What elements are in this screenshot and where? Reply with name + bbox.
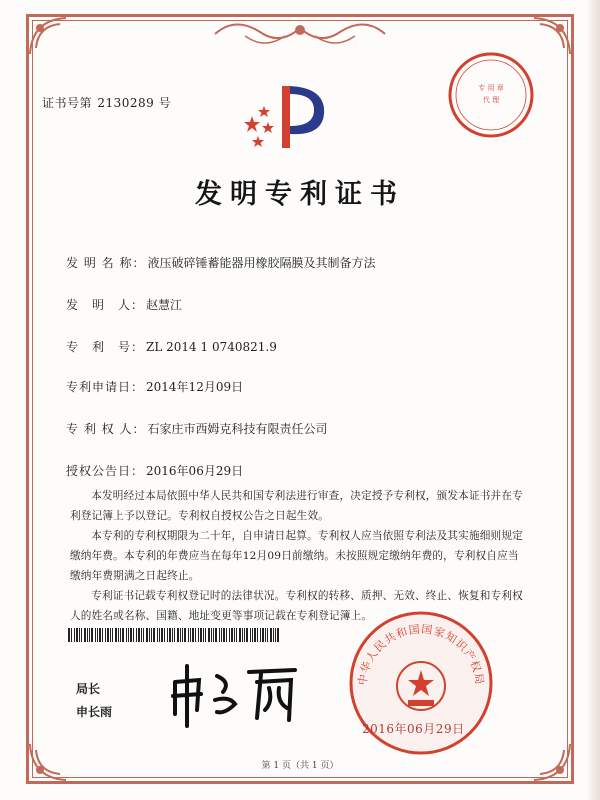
certificate-number-label: 证书号第 (42, 96, 93, 110)
body-paragraph-3: 专利证书记载专利权登记时的法律状况。专利权的转移、质押、无效、终止、恢复和专利权人的姓名或名称、国籍、地址变更等事项记载在专利登记簿上。 (70, 590, 523, 622)
field-invention-name (66, 254, 375, 271)
certificate-number-suffix: 号 (158, 96, 172, 110)
svg-text:代 理: 代 理 (482, 96, 500, 104)
field-value: ZL 2014 1 0740821.9 (146, 340, 277, 354)
page-edge-shadow (586, 0, 600, 800)
field-label: 专 利 权 人： (66, 422, 146, 436)
seal-arc-text: 中华人民共和国国家知识产权局 (355, 622, 487, 687)
svg-text:专 用 章: 专 用 章 (478, 84, 504, 92)
body-paragraph-1: 本发明经过本局依照中华人民共和国专利法进行审查，决定授予专利权，颁发本证书并在专利登记簿上予以登记。专利权自授权公告之日起生效。 (70, 490, 523, 522)
field-inventor (66, 296, 182, 313)
patent-office-logo (244, 78, 328, 150)
field-label: 发 明 名 称： (66, 256, 146, 270)
top-ornament (205, 14, 395, 54)
field-label: 发 明 人： (66, 298, 145, 312)
issue-date: 2016年06月29日 (362, 722, 465, 736)
corner-ornament-top-left (26, 14, 86, 74)
field-label: 授权公告日： (66, 464, 145, 478)
field-value: 2014年12月09日 (146, 380, 244, 394)
certificate-number (42, 94, 171, 111)
corner-ornament-bottom-right (514, 724, 574, 784)
certificate-body (70, 486, 524, 626)
agency-seal (446, 50, 536, 140)
director-name: 申长雨 (76, 705, 113, 719)
director-title: 局长 (76, 682, 101, 696)
field-label: 专 利 号： (66, 340, 145, 354)
corner-ornament-bottom-left (26, 724, 86, 784)
field-patentee (66, 420, 327, 437)
field-value: 液压破碎锤蓄能器用橡胶隔膜及其制备方法 (147, 256, 376, 270)
page-number: 第 1 页（共 1 页） (261, 761, 339, 771)
field-label: 专利申请日： (66, 380, 145, 394)
field-value: 2016年06月29日 (146, 464, 244, 478)
field-grant-date (66, 462, 243, 479)
barcode (68, 628, 283, 642)
certificate-number-value: 2130289 (97, 96, 155, 110)
body-paragraph-2: 本专利的专利权期限为二十年，自申请日起算。专利权人应当依照专利法及其实施细则规定缴纳年费。本专利的年费应当在每年12月09日前缴纳。未按照规定缴纳年费的，专利权自应当缴纳年费期满之日起终止。 (70, 530, 523, 582)
certificate-title: 发明专利证书 (195, 179, 405, 210)
field-application-date (66, 378, 243, 395)
field-patent-number (66, 338, 277, 355)
director-signature (165, 652, 305, 730)
field-value: 石家庄市西姆克科技有限责任公司 (147, 422, 328, 436)
field-value: 赵慧江 (146, 298, 183, 312)
